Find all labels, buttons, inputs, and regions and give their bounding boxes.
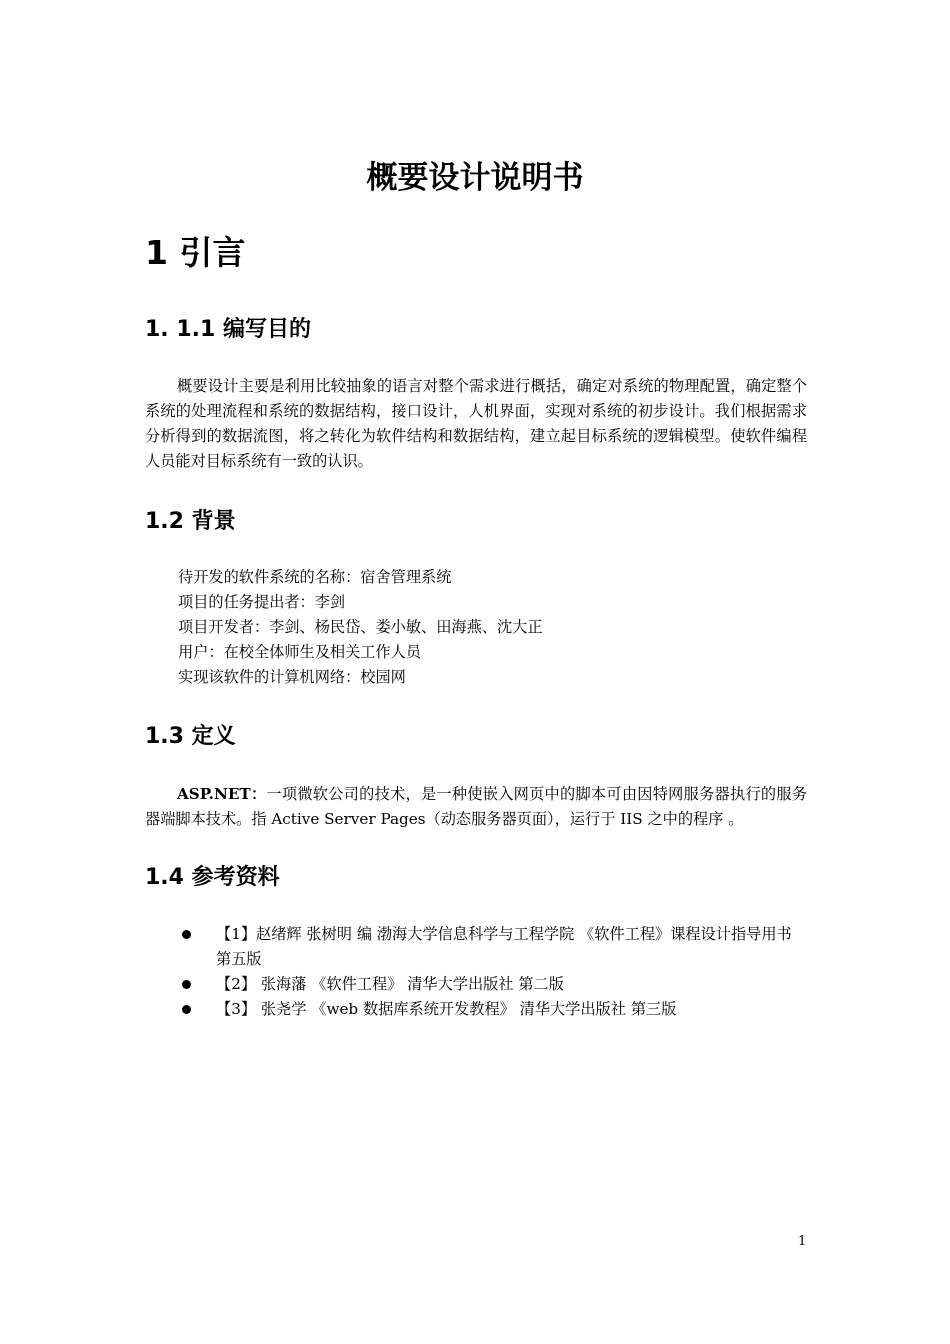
reference-item: 【1】赵绪辉 张树明 编 渤海大学信息科学与工程学院 《软件工程》课程设计指导用书 第五版 [178, 922, 808, 972]
bullet-icon [182, 1005, 191, 1014]
section-heading-references: 1.4 参考资料 [145, 865, 280, 890]
reference-item: 【3】 张尧学 《web 数据库系统开发教程》 清华大学出版社 第三版 [178, 997, 808, 1022]
definition-text: 一项微软公司的技术，是一种使嵌入网页中的脚本可由因特网服务器执行的服务器端脚本技术。指 Active Server Pages（动态服务器页面），运行于 IIS 之中的程序 。 [145, 785, 807, 828]
background-line: 项目开发者：李剑、杨民岱、娄小敏、田海燕、沈大正 [178, 618, 543, 636]
background-line: 项目的任务提出者：李剑 [178, 593, 346, 611]
page-number: 1 [798, 1234, 807, 1249]
section-heading-definitions: 1.3 定义 [145, 724, 236, 749]
reference-list [178, 922, 808, 1022]
bullet-icon [182, 980, 191, 989]
background-line: 用户：在校全体师生及相关工作人员 [178, 643, 421, 661]
section-heading-background: 1.2 背景 [145, 509, 236, 534]
chapter-heading-introduction: 1 引言 [145, 233, 246, 272]
background-list [178, 565, 543, 690]
purpose-paragraph: 概要设计主要是利用比较抽象的语言对整个需求进行概括，确定对系统的物理配置，确定整个系统的处理流程和系统的数据结构，接口设计，人机界面，实现对系统的初步设计。我们根据需求分析得到的数据流图，将之转化为软件结构和数据结构，建立起目标系统的逻辑模型。使软件编程人员能对目标系统有一致的认识。 [145, 377, 807, 470]
background-line: 待开发的软件系统的名称：宿舍管理系统 [178, 568, 452, 586]
bullet-icon [182, 930, 191, 939]
section-heading-purpose: 1. 1.1 编写目的 [145, 317, 311, 342]
document-title: 概要设计说明书 [366, 160, 584, 196]
background-line: 实现该软件的计算机网络：校园网 [178, 668, 406, 686]
definition-term: ASP.NET： [177, 785, 267, 803]
definition-paragraph [145, 782, 807, 832]
reference-item: 【2】 张海藩 《软件工程》 清华大学出版社 第二版 [178, 972, 808, 997]
